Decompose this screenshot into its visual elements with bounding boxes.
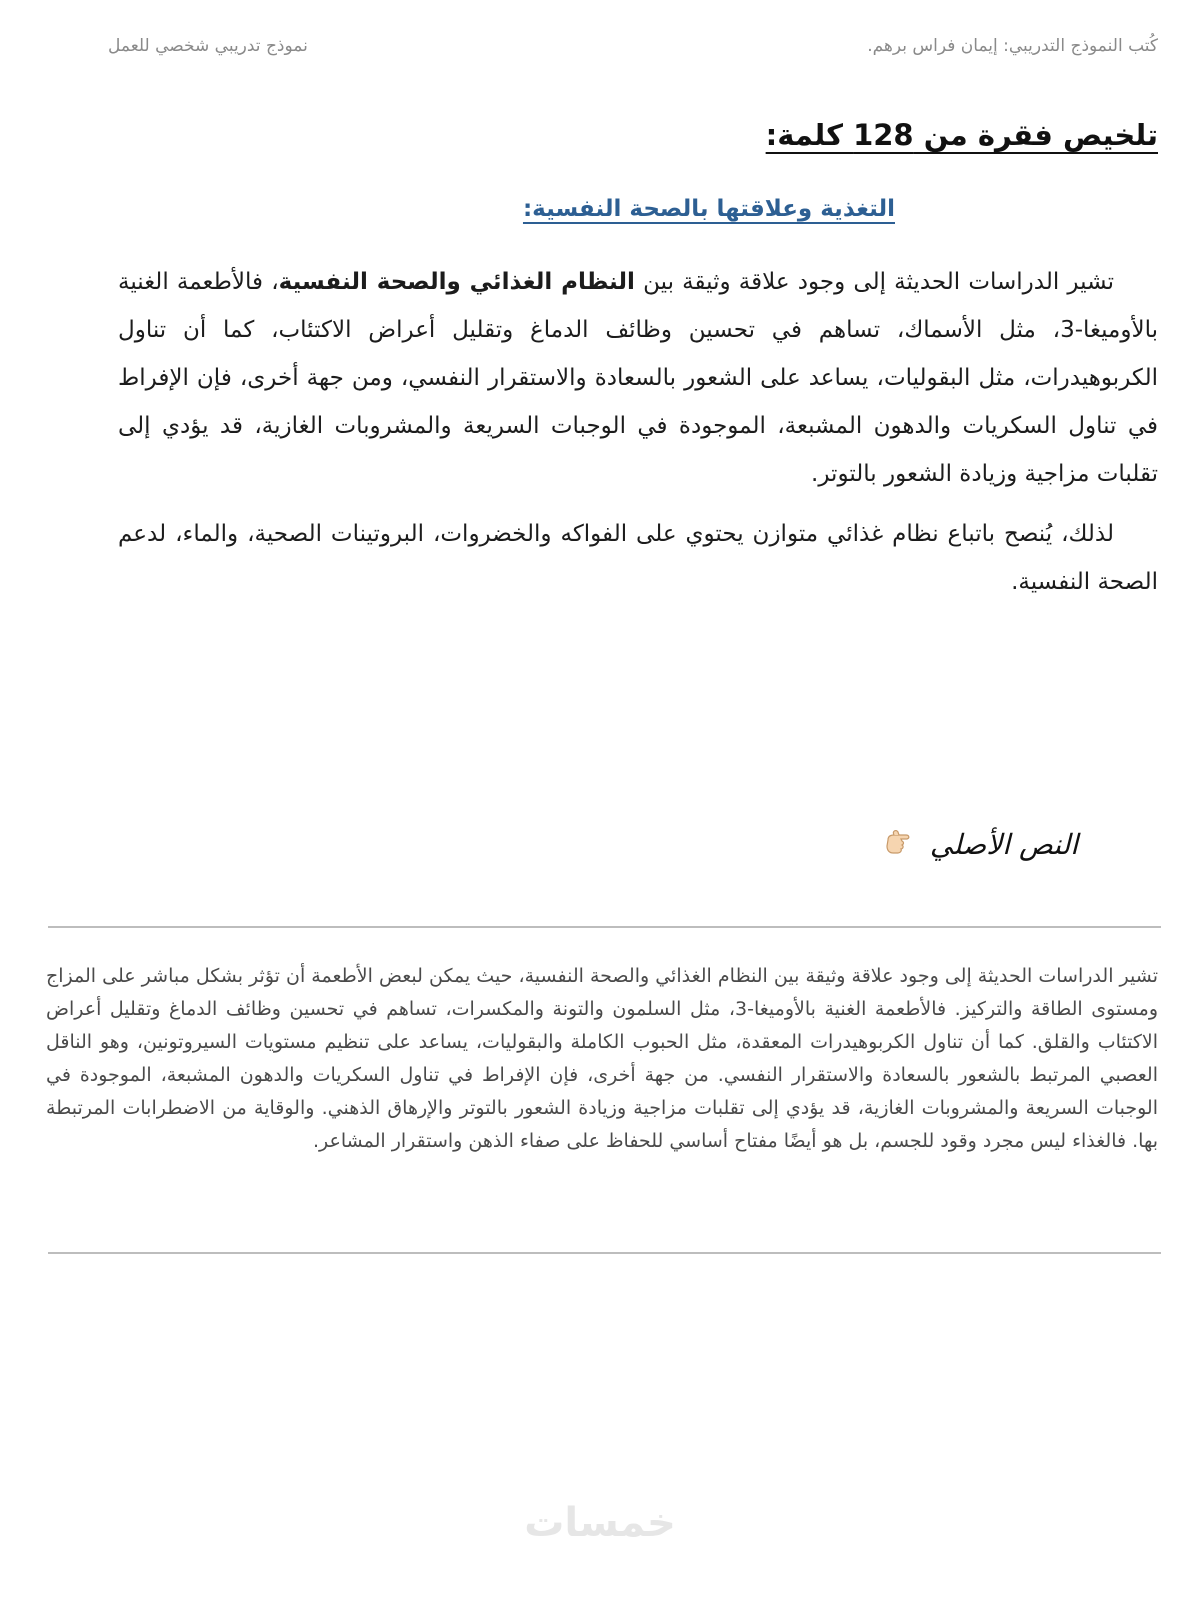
summary-paragraph-1 <box>118 258 1158 498</box>
divider-bottom <box>48 1252 1161 1254</box>
watermark-logo: خمسات <box>524 1500 676 1546</box>
summary-body <box>118 258 1158 606</box>
original-text-body: تشير الدراسات الحديثة إلى وجود علاقة وثيقة بين النظام الغذائي والصحة النفسية، حيث يمكن لبعض الأطعمة أن تؤثر بشكل مباشر على المزاج ومستوى الطاقة والتركيز. فالأطعمة الغنية بالأوميغا-3، مثل السلمون والتونة والمكسرات، تساهم في تحسين وظائف الدماغ وتقليل أعراض الاكتئاب والقلق. كما أن تناول الكربوهيدرات المعقدة، مثل الحبوب الكاملة والبقوليات، يساعد على تنظيم مستويات السيروتونين، وهو الناقل العصبي المرتبط بالشعور بالسعادة والاستقرار النفسي. من جهة أخرى، فإن الإفراط في تناول السكريات والدهون المشبعة، الموجودة في الوجبات السريعة والمشروبات الغازية، قد يؤدي إلى تقلبات مزاجية وزيادة الشعور بالتوتر والإرهاق الذهني. والوقاية من الاضطرابات المرتبطة بها. فالغذاء ليس مجرد وقود للجسم، بل هو أيضًا مفتاح أساسي للحفاظ على صفاء الذهن واستقرار المشاعر. <box>46 965 1158 1152</box>
page-title: تلخيص فقرة من 128 كلمة: <box>765 118 1158 152</box>
header-note: نموذج تدريبي شخصي للعمل <box>108 36 308 56</box>
summary-p1-start: تشير الدراسات الحديثة إلى وجود علاقة وثيقة بين <box>634 269 1114 295</box>
original-label-text: النص الأصلي <box>929 827 1078 861</box>
divider-top <box>48 926 1161 928</box>
summary-p1-bold: النظام الغذائي والصحة النفسية <box>278 269 635 295</box>
summary-p1-rest: ، فالأطعمة الغنية بالأوميغا-3، مثل الأسماك، تساهم في تحسين وظائف الدماغ وتقليل أعراض الاكتئاب، كما أن تناول الكربوهيدرات، مثل البقوليات، يساعد على الشعور بالسعادة والاستقرار النفسي، ومن جهة أخرى، فإن الإفراط في تناول السكريات والدهون المشبعة، الموجودة في الوجبات السريعة والمشروبات الغازية، قد يؤدي إلى تقلبات مزاجية وزيادة الشعور بالتوتر. <box>118 269 1158 487</box>
pointing-hand-icon <box>880 826 916 862</box>
section-subtitle: التغذية وعلاقتها بالصحة النفسية: <box>522 196 895 222</box>
summary-paragraph-2: لذلك، يُنصح باتباع نظام غذائي متوازن يحتوي على الفواكه والخضروات، البروتينات الصحية، والماء، لدعم الصحة النفسية. <box>118 521 1158 595</box>
original-text-label <box>880 826 1078 862</box>
header-author: كُتب النموذج التدريبي: إيمان فراس برهم. <box>867 36 1158 56</box>
